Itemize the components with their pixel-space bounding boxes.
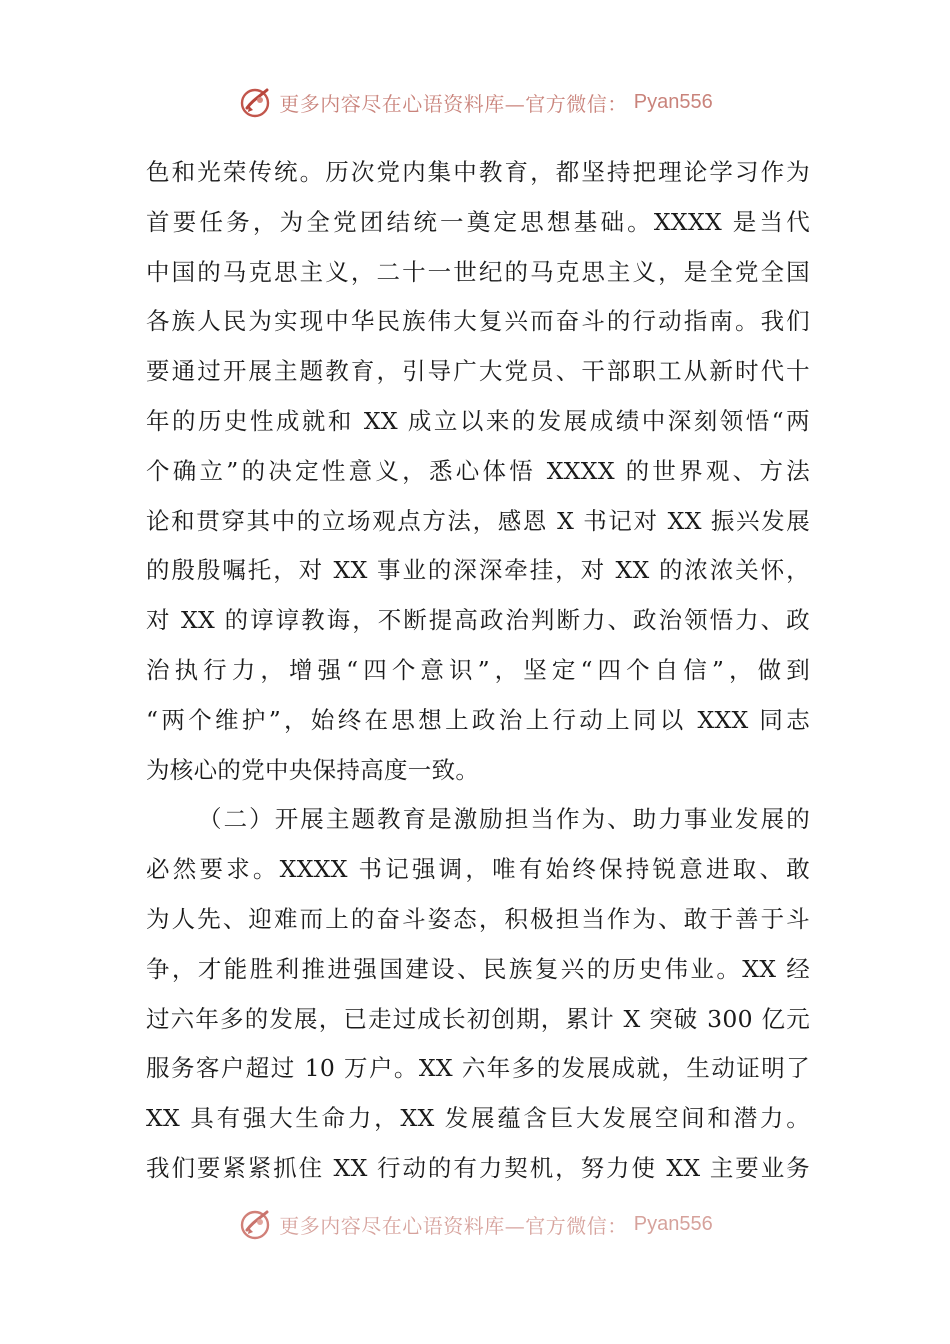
text-line: 要通过开展主题教育，引导广大党员、干部职工从新时代十 (146, 357, 810, 386)
text-line: 首要任务，为全党团结统一奠定思想基础。XXXX 是当代 (146, 207, 810, 236)
watermark-text: 更多内容尽在心语资料库—官方微信： (279, 91, 628, 116)
text-line: “两个维护”，始终在思想上政治上行动上同以 XXX 同志 (146, 705, 810, 734)
text-line: XX 具有强大生命力，XX 发展蕴含巨大发展空间和潜力。 (146, 1104, 810, 1133)
watermark-wechat-id: Pyan556 (633, 90, 713, 113)
text-line: 个确立”的决定性意义，悉心体悟 XXXX 的世界观、方法 (146, 456, 810, 485)
pen-logo-icon (237, 84, 273, 120)
paragraph-end-line: 为核心的党中央保持高度一致。 (146, 755, 480, 784)
text-line: 过六年多的发展，已走过成长初创期，累计 X 突破 300 亿元 (146, 1004, 810, 1033)
section-heading-line: （二）开展主题教育是激励担当作为、助力事业发展的 (198, 805, 810, 834)
text-line: 的殷殷嘱托，对 XX 事业的深深牵挂，对 XX 的浓浓关怀， (146, 556, 810, 585)
text-line: 服务客户超过 10 万户。XX 六年多的发展成就，生动证明了 (146, 1054, 810, 1083)
text-line: 我们要紧紧抓住 XX 行动的有力契机，努力使 XX 主要业务 (146, 1153, 810, 1182)
footer-watermark (0, 1206, 950, 1242)
document-body (146, 148, 810, 1194)
text-line: 各族人民为实现中华民族伟大复兴而奋斗的行动指南。我们 (146, 307, 810, 336)
header-watermark (0, 84, 950, 120)
text-line: 治执行力，增强“四个意识”，坚定“四个自信”，做到 (146, 655, 810, 684)
text-line: 中国的马克思主义，二十一世纪的马克思主义，是全党全国 (146, 257, 810, 286)
text-line: 对 XX 的谆谆教诲，不断提高政治判断力、政治领悟力、政 (146, 606, 810, 635)
text-line: 争，才能胜利推进强国建设、民族复兴的历史伟业。XX 经 (146, 954, 810, 983)
text-line: 论和贯穿其中的立场观点方法，感恩 X 书记对 XX 振兴发展 (146, 506, 810, 535)
pen-logo-icon (237, 1206, 273, 1242)
watermark-text: 更多内容尽在心语资料库—官方微信： (279, 1213, 628, 1238)
text-line: 必然要求。XXXX 书记强调，唯有始终保持锐意进取、敢 (146, 855, 810, 884)
watermark-wechat-id: Pyan556 (633, 1212, 713, 1235)
text-line: 色和光荣传统。历次党内集中教育，都坚持把理论学习作为 (146, 158, 810, 186)
text-line: 为人先、迎难而上的奋斗姿态，积极担当作为、敢于善于斗 (146, 904, 810, 933)
text-line: 年的历史性成就和 XX 成立以来的发展成绩中深刻领悟“两 (146, 406, 810, 435)
